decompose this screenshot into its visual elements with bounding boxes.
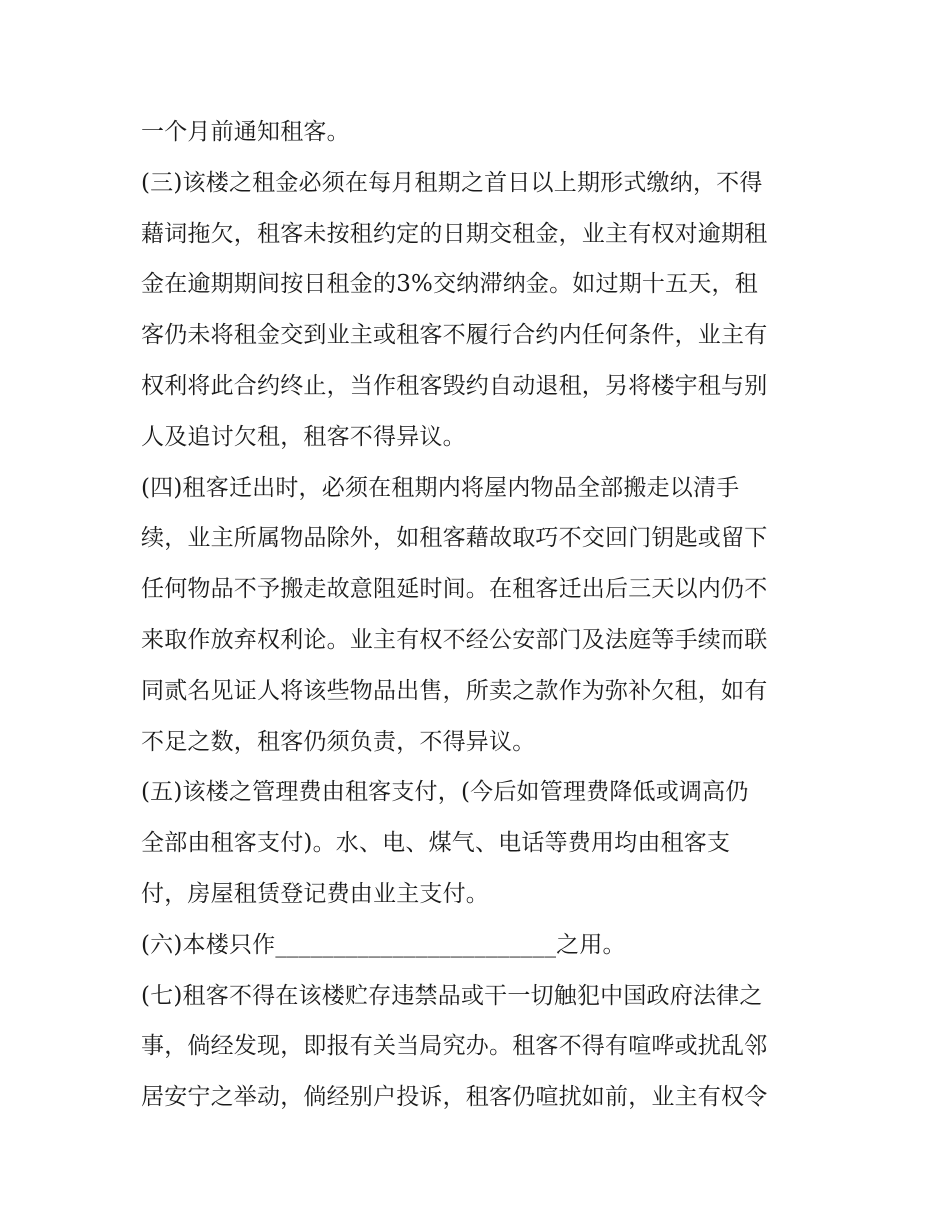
text-line: 续，业主所属物品除外，如租客藉故取巧不交回门钥匙或留下 bbox=[141, 525, 768, 552]
text-line: 任何物品不予搬走故意阻延时间。在租客迁出后三天以内仍不 bbox=[141, 576, 768, 603]
text-line: 藉词拖欠，租客未按租约定的日期交租金，业主有权对逾期租 bbox=[141, 220, 768, 247]
contract-text bbox=[141, 107, 831, 1123]
text-line: 来取作放弃权利论。业主有权不经公安部门及法庭等手续而联 bbox=[141, 626, 768, 653]
text-line: 权利将此合约终止，当作租客毁约自动退租，另将楼宇租与别 bbox=[141, 372, 768, 399]
text-line: (七)租客不得在该楼贮存违禁品或干一切触犯中国政府法律之 bbox=[141, 982, 763, 1009]
text-line: (五)该楼之管理费由租客支付，(今后如管理费降低或调高仍 bbox=[141, 779, 749, 806]
text-line: (四)租客迁出时，必须在租期内将屋内物品全部搬走以清手 bbox=[141, 474, 740, 501]
text-line: 全部由租客支付)。水、电、煤气、电话等费用均由租客支 bbox=[141, 830, 731, 857]
text-line: 人及追讨欠租，租客不得异议。 bbox=[141, 423, 466, 450]
text-line: 事，倘经发现，即报有关当局究办。租客不得有喧哗或扰乱邻 bbox=[141, 1033, 768, 1060]
text-line: (六)本楼只作________________________之用。 bbox=[141, 931, 626, 958]
text-line: 客仍未将租金交到业主或租客不履行合约内任何条件，业主有 bbox=[141, 322, 768, 349]
text-line: 同贰名见证人将该些物品出售，所卖之款作为弥补欠租，如有 bbox=[141, 677, 768, 704]
text-line: 居安宁之举动，倘经别户投诉，租客仍喧扰如前，业主有权令 bbox=[141, 1084, 768, 1111]
text-line: 不足之数，租客仍须负责，不得异议。 bbox=[141, 728, 536, 755]
text-line: (三)该楼之租金必须在每月租期之首日以上期形式缴纳，不得 bbox=[141, 169, 763, 196]
text-line: 付，房屋租赁登记费由业主支付。 bbox=[141, 880, 489, 907]
text-line: 金在逾期期间按日租金的3%交纳滞纳金。如过期十五天，租 bbox=[141, 271, 758, 298]
text-line: 一个月前通知租客。 bbox=[141, 119, 350, 145]
